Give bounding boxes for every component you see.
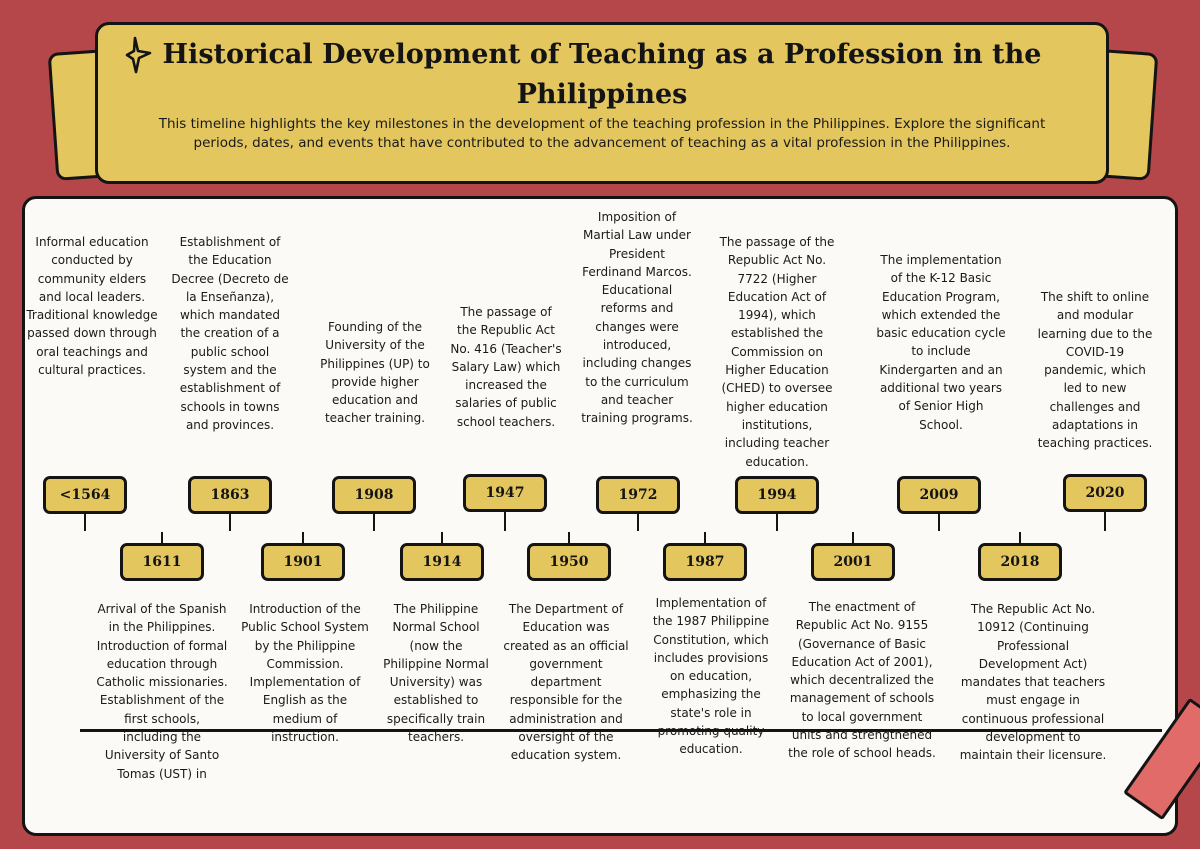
event-description-14: The shift to online and modular learning due to the COVID-19 pandemic, which led to new challenges and adaptations in teaching practices. xyxy=(1037,290,1153,451)
event-description-7: The Department of Education was created as an official government department responsible for the administration and oversight of the education system. xyxy=(503,602,629,763)
year-marker-9: 1987 xyxy=(663,543,747,581)
event-description-12: The implementation of the K-12 Basic Education Program, which extended the basic education cycle to include Kindergarten and an additional two years of Senior High School. xyxy=(876,253,1006,432)
year-marker-1: 1611 xyxy=(120,543,204,581)
year-marker-13: 2018 xyxy=(978,543,1062,581)
event-description-3: Introduction of the Public School System by the Philippine Commission. Implementation of English as the medium of instruction. xyxy=(241,602,369,745)
timeline-panel xyxy=(22,196,1178,836)
timeline-tick xyxy=(568,532,570,543)
year-marker-2: 1863 xyxy=(188,476,272,514)
year-marker-11: 2001 xyxy=(811,543,895,581)
event-description-8: Imposition of Martial Law under President Ferdinand Marcos. Educational reforms and changes were introduced, including changes to the curriculum and teacher training programs. xyxy=(581,210,693,426)
year-marker-7: 1950 xyxy=(527,543,611,581)
year-marker-3: 1901 xyxy=(261,543,345,581)
timeline-tick xyxy=(229,514,231,531)
header-banner xyxy=(95,22,1109,184)
sparkle-icon xyxy=(124,35,154,79)
year-marker-14: 2020 xyxy=(1063,474,1147,512)
year-marker-8: 1972 xyxy=(596,476,680,514)
year-marker-12: 2009 xyxy=(897,476,981,514)
page-title: Historical Development of Teaching as a Profession in the Philippines xyxy=(162,39,1042,110)
event-description-5: The Philippine Normal School (now the Philippine Normal University) was established to specifically train teachers. xyxy=(383,602,489,745)
event-description-4: Founding of the University of the Philippines (UP) to provide higher education and teacher training. xyxy=(320,320,430,426)
year-marker-10: 1994 xyxy=(735,476,819,514)
timeline-tick xyxy=(1019,532,1021,543)
timeline-tick xyxy=(504,512,506,531)
event-description-2: Establishment of the Education Decree (Decreto de la Enseñanza), which mandated the creation of a public school system and the establishment of schools in towns and provinces. xyxy=(171,235,289,432)
event-description-11: The enactment of Republic Act No. 9155 (Governance of Basic Education Act of 2001), which decentralized the management of schools to local government units and strengthened the role of school heads. xyxy=(788,600,936,761)
timeline-tick xyxy=(84,514,86,531)
year-marker-0: <1564 xyxy=(43,476,127,514)
timeline-tick xyxy=(776,514,778,531)
timeline-tick xyxy=(637,514,639,531)
event-description-0: Informal education conducted by community elders and local leaders. Traditional knowledge passed down through oral teachings and cultural practices. xyxy=(26,235,158,378)
timeline-tick xyxy=(704,532,706,543)
timeline-tick xyxy=(441,532,443,543)
year-marker-5: 1914 xyxy=(400,543,484,581)
event-description-1: Arrival of the Spanish in the Philippines. Introduction of formal education through Catholic missionaries. Establishment of the first schools, including the University of Santo Tomas (UST) in xyxy=(96,602,228,781)
timeline-tick xyxy=(1104,512,1106,531)
event-description-9: Implementation of the 1987 Philippine Constitution, which includes provisions on education, emphasizing the state's role in promoting quality education. xyxy=(652,596,770,757)
year-marker-4: 1908 xyxy=(332,476,416,514)
timeline-tick xyxy=(938,514,940,531)
timeline-tick xyxy=(161,532,163,543)
page-subtitle: This timeline highlights the key milestones in the development of the teaching profession in the Philippines. Explore the significant periods, dates, and events that have contributed to the advancement of teaching as a vital profession in the Philippines. xyxy=(158,116,1046,151)
timeline-tick xyxy=(373,514,375,531)
year-marker-6: 1947 xyxy=(463,474,547,512)
timeline-tick xyxy=(852,532,854,543)
event-description-13: The Republic Act No. 10912 (Continuing Professional Development Act) mandates that teachers must engage in continuous professional development to maintain their licensure. xyxy=(959,602,1107,763)
timeline-tick xyxy=(302,532,304,543)
event-description-6: The passage of the Republic Act No. 416 (Teacher's Salary Law) which increased the salaries of public school teachers. xyxy=(450,305,562,429)
event-description-10: The passage of the Republic Act No. 7722 (Higher Education Act of 1994), which established the Commission on Higher Education (CHED) to oversee higher education institutions, including teacher education. xyxy=(719,235,835,469)
